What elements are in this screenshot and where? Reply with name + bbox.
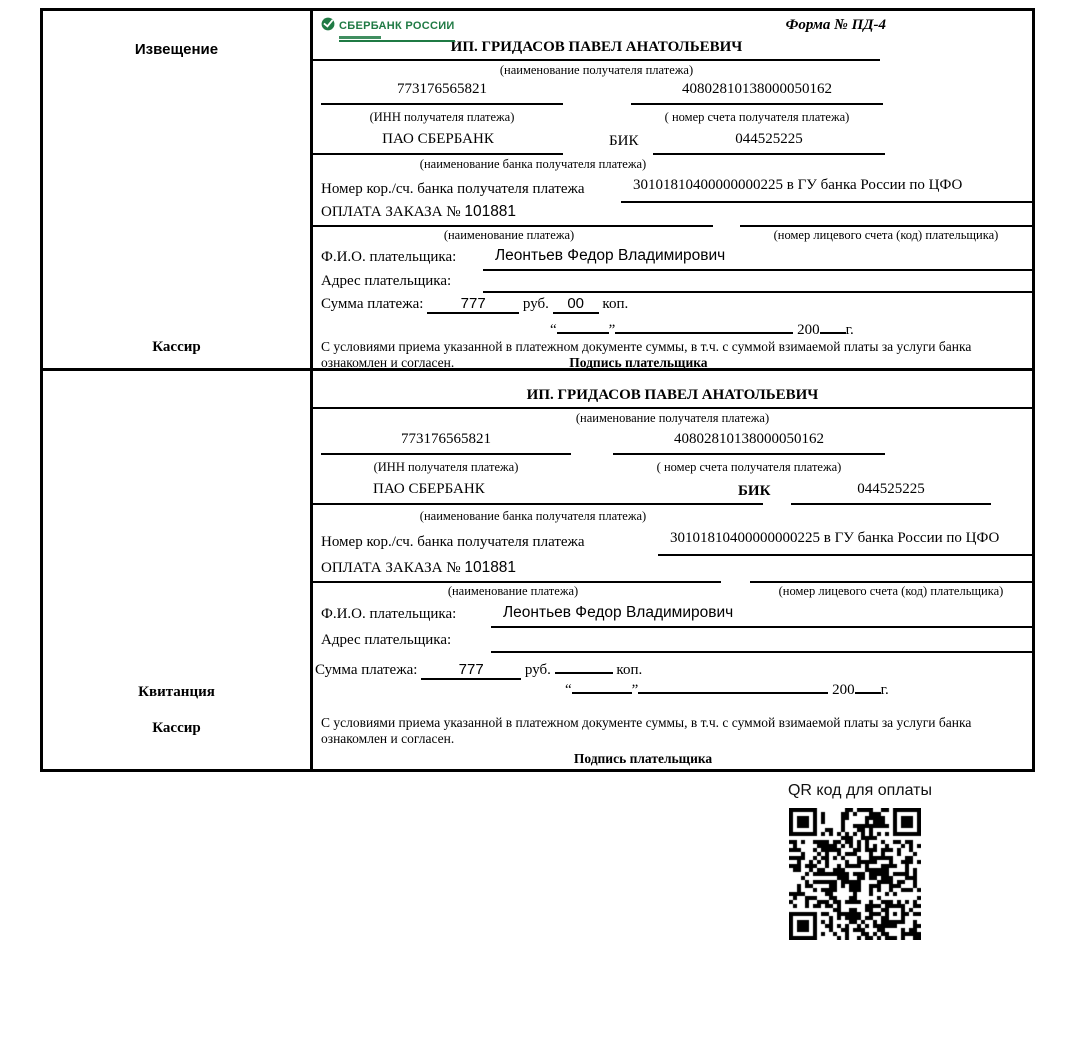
sum-label-2: Сумма платежа: [315, 662, 418, 678]
date-month-line [615, 319, 793, 334]
notice-label: Извещение [134, 41, 219, 58]
fio-label-2: Ф.И.О. плательщика: [321, 606, 457, 622]
account-field: 40802810138000050162 [631, 81, 883, 105]
notice-side-column [43, 11, 313, 368]
bank-name-field-2: ПАО СБЕРБАНК [313, 481, 763, 505]
inn-account-captions [313, 109, 1032, 129]
bank-caption: (наименование банка получателя платежа) [419, 157, 647, 171]
agreement-text [313, 339, 1032, 371]
open-quote-2: “ [565, 682, 572, 698]
sum-kop-field-2 [555, 655, 613, 674]
signature-label: Подпись плательщика [569, 355, 708, 370]
agreement-line1-2: С условиями приема указанной в платежном документе суммы, в т.ч. с суммой взимаемой платы за услуги банка [321, 715, 972, 730]
year-line [820, 319, 846, 334]
bik-label-2: БИК [738, 483, 771, 499]
corr-label: Номер кор./сч. банка получателя платежа [321, 181, 585, 197]
sum-row [313, 293, 1032, 319]
account-caption: ( номер счета получателя платежа) [664, 110, 850, 124]
corr-field: 30101810400000000225 в ГУ банка России по ЦФО [621, 177, 1032, 203]
close-quote: ” [608, 322, 616, 338]
bik-field-2: 044525225 [791, 481, 991, 505]
header-row [313, 15, 1032, 39]
sum-rub-field-2: 777 [421, 661, 521, 680]
fio-label: Ф.И.О. плательщика: [321, 249, 457, 265]
bank-caption-2: (наименование банка получателя платежа) [419, 509, 647, 523]
year-prefix: 200 [797, 322, 820, 338]
address-field-2 [491, 630, 1032, 653]
receipt-label: Квитанция [138, 684, 215, 700]
account-caption-2: ( номер счета получателя платежа) [656, 460, 842, 474]
notice-panel [313, 11, 1032, 368]
purpose-field-2 [313, 559, 721, 583]
sum-row-2 [313, 653, 1032, 679]
purpose-captions-row [313, 227, 1032, 247]
sberbank-logo-tagline [339, 36, 381, 39]
sberbank-logo-icon [321, 17, 335, 31]
notice-section [43, 11, 1032, 371]
sberbank-logo-text-wrap [339, 17, 455, 42]
date-day-line [557, 319, 609, 334]
recipient-caption: (наименование получателя платежа) [499, 63, 694, 77]
purpose-caption: (наименование платежа) [443, 228, 575, 242]
payer-code-field-2 [750, 559, 1032, 583]
rub-label: руб. [522, 296, 549, 312]
agreement-line1: С условиями приема указанной в платежном документе суммы, в т.ч. с суммой взимаемой платы за услуги банка [321, 339, 972, 354]
purpose-field [313, 203, 713, 227]
cashier-label: Кассир [152, 339, 201, 355]
inn-field-2: 773176565821 [321, 431, 571, 455]
receipt-section [43, 371, 1032, 769]
corr-label-2: Номер кор./сч. банка получателя платежа [321, 534, 585, 550]
fio-field: Леонтьев Федор Владимирович [483, 247, 1032, 271]
sum-label: Сумма платежа: [321, 296, 424, 312]
recipient-caption-2: (наименование получателя платежа) [575, 411, 770, 425]
year-suffix-2: г. [880, 682, 889, 698]
sberbank-logo-text: СБЕРБАНК РОССИИ [339, 20, 455, 32]
bank-bik-row [313, 129, 1032, 157]
purpose-captions-row-2 [313, 583, 1032, 603]
inn-caption: (ИНН получателя платежа) [369, 110, 515, 124]
kop-label: коп. [602, 296, 629, 312]
signature-label-2: Подпись плательщика [573, 751, 713, 766]
address-row [313, 271, 1032, 293]
bik-field: 044525225 [653, 131, 885, 155]
corr-field-2: 30101810400000000225 в ГУ банка России по ЦФО [658, 530, 1032, 556]
payer-code-caption: (номер лицевого счета (код) плательщика) [773, 228, 999, 242]
address-label-2: Адрес плательщика: [321, 632, 452, 648]
bank-caption-row [313, 157, 1032, 175]
fio-field-2: Леонтьев Федор Владимирович [491, 604, 1032, 628]
date-row [313, 319, 1032, 339]
address-label: Адрес плательщика: [321, 273, 452, 289]
inn-account-row-2 [313, 429, 1032, 459]
bank-caption-row-2 [313, 509, 1032, 527]
address-field [483, 271, 1032, 293]
year-prefix-2: 200 [832, 682, 855, 698]
agreement-text-2 [313, 715, 1032, 747]
inn-account-captions-2 [313, 459, 1032, 479]
recipient-name-2: ИП. ГРИДАСОВ ПАВЕЛ АНАТОЛЬЕВИЧ [313, 387, 1032, 409]
rub-label-2: руб. [524, 662, 551, 678]
agreement-line2-wrap [321, 355, 1032, 371]
sum-rub-field: 777 [427, 295, 519, 314]
close-quote-2: ” [631, 682, 639, 698]
receipt-panel [313, 371, 1032, 769]
agreement-line2-2: ознакомлен и согласен. [321, 731, 455, 746]
open-quote: “ [550, 322, 557, 338]
year-suffix: г. [845, 322, 854, 338]
corr-account-row [313, 175, 1032, 203]
bank-name-field: ПАО СБЕРБАНК [313, 131, 563, 155]
sberbank-logo [321, 17, 455, 42]
inn-account-row [313, 81, 1032, 109]
inn-field: 773176565821 [321, 81, 563, 105]
date-row-2 [313, 679, 1032, 701]
date-day-line-2 [572, 679, 632, 694]
form-number-label: Форма № ПД-4 [785, 17, 886, 33]
cashier-label-2: Кассир [152, 720, 201, 736]
payer-code-caption-2: (номер лицевого счета (код) плательщика) [778, 584, 1004, 598]
order-number-2: 101881 [464, 559, 517, 576]
purpose-row [313, 203, 1032, 227]
purpose-row-2 [313, 557, 1032, 583]
pd4-form [40, 8, 1035, 772]
kop-label-2: коп. [616, 662, 643, 678]
fio-row [313, 247, 1032, 271]
bank-bik-row-2 [313, 479, 1032, 509]
date-month-line-2 [638, 679, 828, 694]
payer-code-field [740, 203, 1032, 227]
receipt-side-column [43, 371, 313, 769]
purpose-text: ОПЛАТА ЗАКАЗА № [321, 204, 461, 220]
recipient-name: ИП. ГРИДАСОВ ПАВЕЛ АНАТОЛЬЕВИЧ [313, 39, 880, 61]
address-row-2 [313, 629, 1032, 653]
fio-row-2 [313, 603, 1032, 629]
agreement-line2: ознакомлен и согласен. [321, 355, 455, 370]
sum-kop-field: 00 [553, 295, 599, 314]
order-number: 101881 [464, 203, 517, 220]
year-line-2 [855, 679, 881, 694]
qr-code [789, 808, 921, 940]
bik-label: БИК [609, 133, 639, 149]
corr-account-row-2 [313, 527, 1032, 557]
account-field-2: 40802810138000050162 [613, 431, 885, 455]
qr-title: QR код для оплаты [787, 782, 932, 799]
purpose-text-2: ОПЛАТА ЗАКАЗА № [321, 560, 461, 576]
purpose-caption-2: (наименование платежа) [447, 584, 579, 598]
inn-caption-2: (ИНН получателя платежа) [373, 460, 519, 474]
